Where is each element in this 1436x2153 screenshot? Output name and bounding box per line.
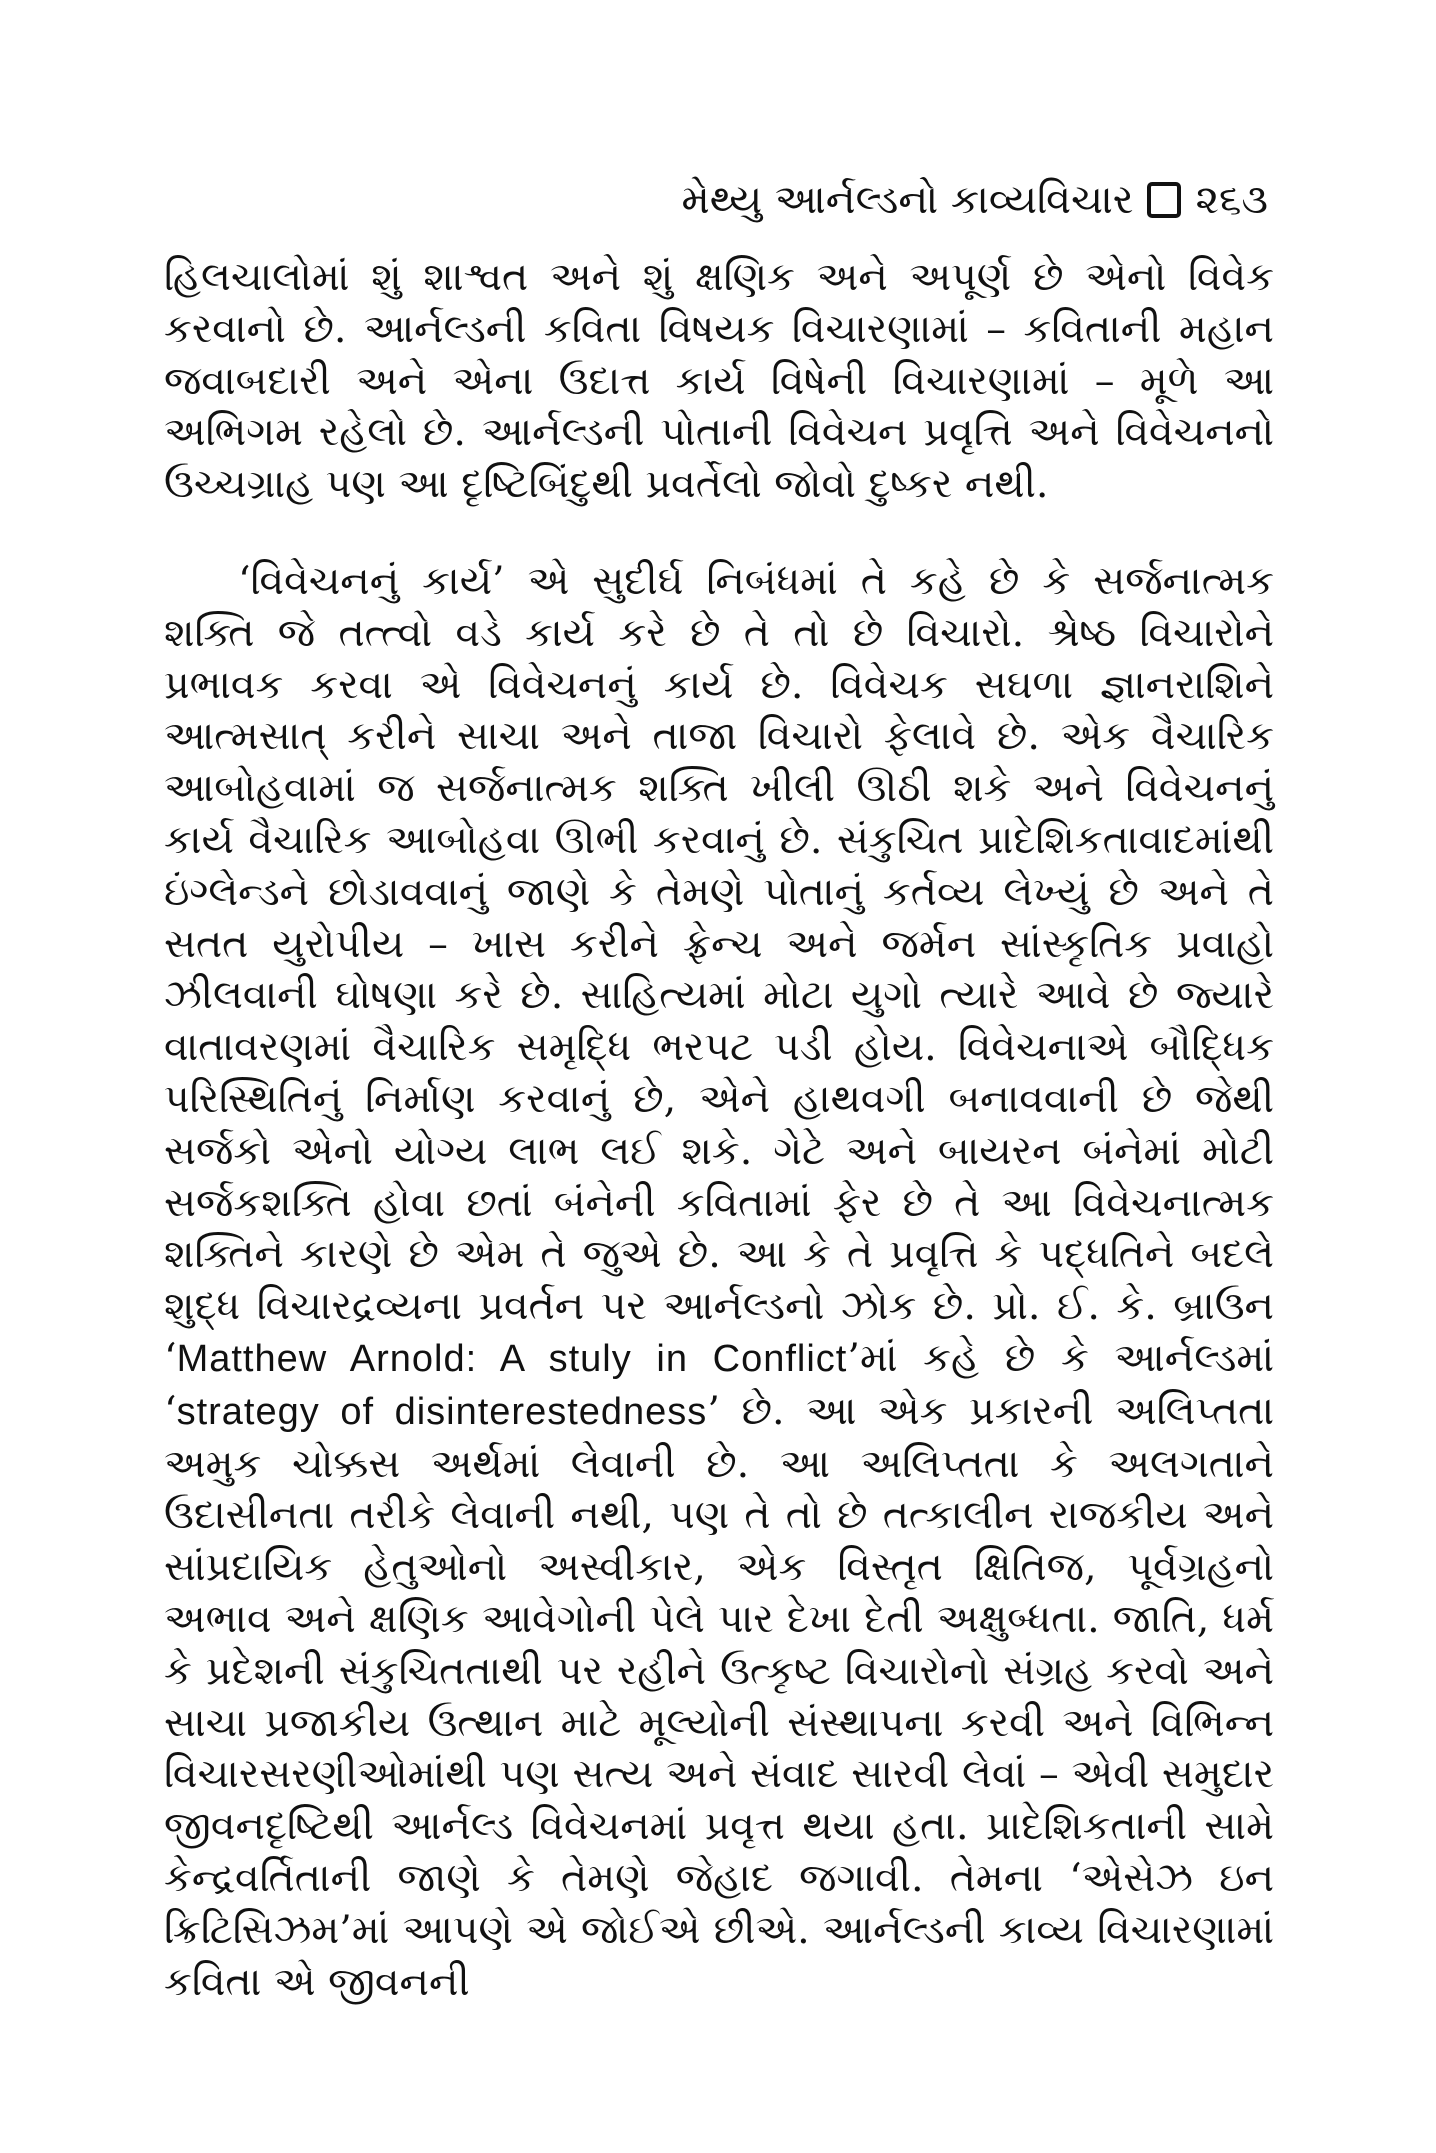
paragraph-2: ‘વિવેચનનું કાર્ય’ એ સુદીર્ઘ નિબંધમાં તે કહે છે કે સર્જનાત્મક શક્તિ જે તત્ત્વો વડે કાર્ય કરે છે તે તો છે વિચારો. શ્રેષ્ઠ વિચારોને પ્રભાવક કરવા એ વિવેચનનું કાર્ય છે. વિવેચક સઘળા જ્ઞાનરાશિને આત્મસાત્ કરીને સાચા અને તાજા વિચારો ફેલાવે છે. એક વૈચારિક આબોહવામાં જ સર્જનાત્મક શક્તિ ખીલી ઊઠી શકે અને વિવેચનનું કાર્ય વૈચારિક આબોહવા ઊભી કરવાનું છે. સંકુચિત પ્રાદેશિકતાવાદમાંથી ઇંગ્લેન્ડને છોડાવવાનું જાણે કે તેમણે પોતાનું કર્તવ્ય લેખ્યું છે અને તે સતત યુરોપીય – ખાસ કરીને ફ્રેન્ચ અને જર્મન સાંસ્કૃતિક પ્રવાહો ઝીલવાની ઘોષણા કરે છે. સાહિત્યમાં મોટા યુગો ત્યારે આવે છે જ્યારે વાતાવરણમાં વૈચારિક સમૃદ્ધિ ભરપટ પડી હોય. વિવેચનાએ બૌદ્ધિક પરિસ્થિતિનું નિર્માણ કરવાનું છે, એને હાથવગી બનાવવાની છે જેથી સર્જકો એનો યોગ્ય લાભ લઈ શકે. ગેટે અને બાયરન બંનેમાં મોટી સર્જકશક્તિ હોવા છતાં બંનેની કવિતામાં ફેર છે તે આ વિવેચનાત્મક શક્તિને કારણે છે એમ તે જુએ છે. આ કે તે પ્રવૃત્તિ કે પદ્ધતિને બદલે શુદ્ધ વિચારદ્રવ્યના પ્રવર્તન પર આર્નલ્ડનો ઝોક છે. પ્રો. ઈ. કે. બ્રાઉન ‘Matthew Arnold: A stuly in Conflict’માં કહે છે કે આર્નલ્ડમાં ‘strategy of disinterestedness’ છે. આ એક પ્રકારની અલિપ્તતા અમુક ચોક્કસ અર્થમાં લેવાની છે. આ અલિપ્તતા કે અલગતાને ઉદાસીનતા તરીકે લેવાની નથી, પણ તે તો છે તત્કાલીન રાજકીય અને સાંપ્રદાયિક હેતુઓનો અસ્વીકાર, એક વિસ્તૃત ક્ષિતિજ, પૂર્વગ્રહનો અભાવ અને ક્ષણિક આવેગોની પેલે પાર દેખા દેતી અક્ષુબ્ધતા. જાતિ, ધર્મ કે પ્રદેશની સંકુચિતતાથી પર રહીને ઉત્કૃષ્ટ વિચારોનો સંગ્રહ કરવો અને સાચા પ્રજાકીય ઉત્થાન માટે મૂલ્યોની સંસ્થાપના કરવી અને વિભિન્ન વિચારસરણીઓમાંથી પણ સત્ય અને સંવાદ સારવી લેવાં – એવી સમુદાર જીવનદૃષ્ટિથી આર્નલ્ડ વિવેચનમાં પ્રવૃત્ત થયા હતા. પ્રાદેશિકતાની સામે કેન્દ્રવર્તિતાની જાણે કે તેમણે જેહાદ જગાવી. તેમના ‘એસેઝ ઇન ક્રિટિસિઝમ’માં આપણે એ જોઈએ છીએ. આર્નલ્ડની કાવ્ય વિચારણામાં કવિતા એ જીવનની [164,558,1274,2005]
quoted-phrase-latin: strategy of disinterestedness [176,1390,708,1433]
page-number: ૨૬૩ [1195,177,1268,223]
book-title-latin: Matthew Arnold: A stuly in Conflict [176,1337,848,1380]
paragraph-2-text-c: છે. આ એક પ્રકારની અલિપ્તતા અમુક ચોક્કસ અર્થમાં લેવાની છે. આ અલિપ્તતા કે અલગતાને ઉદાસીનતા તરીકે લેવાની નથી, પણ તે તો છે તત્કાલીન રાજકીય અને સાંપ્રદાયિક હેતુઓનો અસ્વીકાર, એક વિસ્તૃત ક્ષિતિજ, પૂર્વગ્રહનો અભાવ અને ક્ષણિક આવેગોની પેલે પાર દેખા દેતી અક્ષુબ્ધતા. જાતિ, ધર્મ કે પ્રદેશની સંકુચિતતાથી પર રહીને ઉત્કૃષ્ટ વિચારોનો સંગ્રહ કરવો અને સાચા પ્રજાકીય ઉત્થાન માટે મૂલ્યોની સંસ્થાપના કરવી અને વિભિન્ન વિચારસરણીઓમાંથી પણ સત્ય અને સંવાદ સારવી લેવાં – એવી સમુદાર જીવનદૃષ્ટિથી આર્નલ્ડ વિવેચનમાં પ્રવૃત્ત થયા હતા. પ્રાદેશિકતાની સામે કેન્દ્રવર્તિતાની જાણે કે તેમણે જેહાદ જગાવી. તેમના ‘એસેઝ ઇન ક્રિટિસિઝમ’માં આપણે એ જોઈએ છીએ. આર્નલ્ડની કાવ્ય વિચારણામાં કવિતા એ જીવનની [164,1387,1274,2005]
paragraph-2-text-a: ‘વિવેચનનું કાર્ય’ એ સુદીર્ઘ નિબંધમાં તે કહે છે કે સર્જનાત્મક શક્તિ જે તત્ત્વો વડે કાર્ય કરે છે તે તો છે વિચારો. શ્રેષ્ઠ વિચારોને પ્રભાવક કરવા એ વિવેચનનું કાર્ય છે. વિવેચક સઘળા જ્ઞાનરાશિને આત્મસાત્ કરીને સાચા અને તાજા વિચારો ફેલાવે છે. એક વૈચારિક આબોહવામાં જ સર્જનાત્મક શક્તિ ખીલી ઊઠી શકે અને વિવેચનનું કાર્ય વૈચારિક આબોહવા ઊભી કરવાનું છે. સંકુચિત પ્રાદેશિકતાવાદમાંથી ઇંગ્લેન્ડને છોડાવવાનું જાણે કે તેમણે પોતાનું કર્તવ્ય લેખ્યું છે અને તે સતત યુરોપીય – ખાસ કરીને ફ્રેન્ચ અને જર્મન સાંસ્કૃતિક પ્રવાહો ઝીલવાની ઘોષણા કરે છે. સાહિત્યમાં મોટા યુગો ત્યારે આવે છે જ્યારે વાતાવરણમાં વૈચારિક સમૃદ્ધિ ભરપટ પડી હોય. વિવેચનાએ બૌદ્ધિક પરિસ્થિતિનું નિર્માણ કરવાનું છે, એને હાથવગી બનાવવાની છે જેથી સર્જકો એનો યોગ્ય લાભ લઈ શકે. ગેટે અને બાયરન બંનેમાં મોટી સર્જકશક્તિ હોવા છતાં બંનેની કવિતામાં ફેર છે તે આ વિવેચનાત્મક શક્તિને કારણે છે એમ તે જુએ છે. આ કે તે પ્રવૃત્તિ કે પદ્ધતિને બદલે શુદ્ધ વિચારદ્રવ્યના પ્રવર્તન પર આર્નલ્ડનો ઝોક છે. પ્રો. ઈ. કે. બ્રાઉન [164,558,1274,1330]
header-square-ornament [1147,182,1181,218]
chapter-title: મેથ્યુ આર્નલ્ડનો કાવ્યવિચાર [681,177,1134,223]
running-header [682,176,1268,224]
paragraph-2-text-b: માં કહે છે કે આર્નલ્ડમાં [859,1334,1274,1381]
paragraph-1: હિલચાલોમાં શું શાશ્વત અને શું ક્ષણિક અને અપૂર્ણ છે એનો વિવેક કરવાનો છે. આર્નલ્ડની કવિતા વિષયક વિચારણામાં – કવિતાની મહાન જવાબદારી અને એના ઉદાત્ત કાર્ય વિષેની વિચારણામાં – મૂળે આ અભિગમ રહેલો છે. આર્નલ્ડની પોતાની વિવેચન પ્રવૃત્તિ અને વિવેચનનો ઉચ્ચગ્રાહ પણ આ દૃષ્ટિબિંદુથી પ્રવર્તેલો જોવો દુષ્કર નથી. [164,254,1274,508]
